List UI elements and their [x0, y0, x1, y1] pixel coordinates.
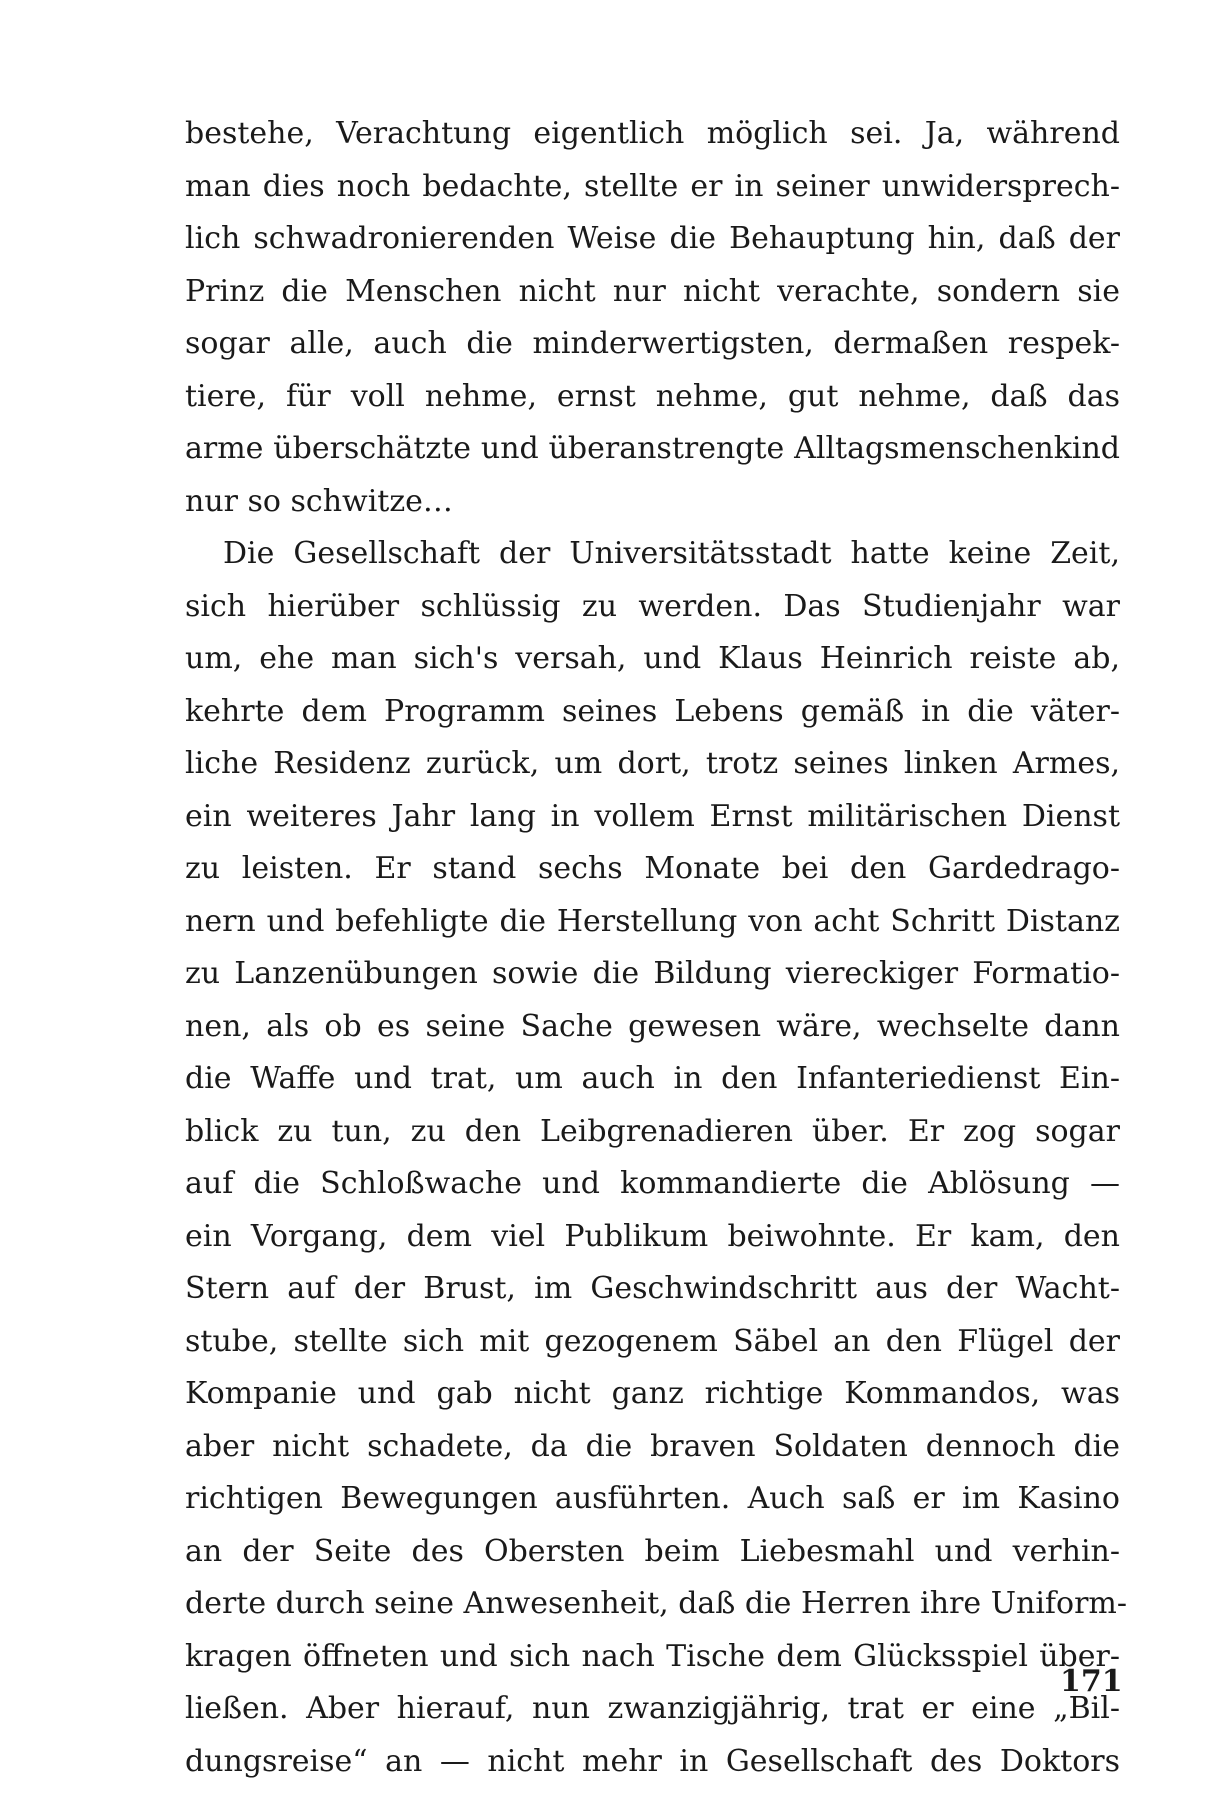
text-line: aber nicht schadete, da die braven Soldaten dennoch die [185, 1428, 1120, 1464]
text-line: Prinz die Menschen nicht nur nicht verachte, sondern sie [185, 273, 1120, 309]
text-line: man dies noch bedachte, stellte er in seiner unwidersprech- [185, 168, 1120, 204]
text-line: bestehe, Verachtung eigentlich möglich sei. Ja, während [185, 116, 1120, 151]
text-line: sogar alle, auch die minderwertigsten, dermaßen respek- [185, 326, 1120, 361]
text-line: Kompanie und gab nicht ganz richtige Kommandos, was [185, 1376, 1120, 1411]
text-line: liche Residenz zurück, um dort, trotz seines linken Armes, [185, 746, 1120, 781]
text-line: blick zu tun, zu den Leibgrenadieren über. Er zog sogar [185, 1113, 1120, 1149]
text-line: kehrte dem Programm seines Lebens gemäß in die väter- [185, 693, 1120, 729]
text-line: Stern auf der Brust, im Geschwindschritt aus der Wacht- [185, 1271, 1120, 1306]
text-line: ein weiteres Jahr lang in vollem Ernst militärischen Dienst [185, 798, 1120, 834]
text-line: dungsreise“ an — nicht mehr in Gesellschaft des Doktors [185, 1743, 1120, 1779]
text-line: Die Gesellschaft der Universitätsstadt hatte keine Zeit, [223, 536, 1120, 571]
text-line: richtigen Bewegungen ausführten. Auch saß er im Kasino [185, 1481, 1120, 1516]
text-line: ein Vorgang, dem viel Publikum beiwohnte. Er kam, den [185, 1218, 1120, 1254]
page-number: 171 [1060, 1664, 1123, 1699]
text-line: tiere, für voll nehme, ernst nehme, gut nehme, daß das [185, 378, 1120, 414]
text-line: derte durch seine Anwesenheit, daß die Herren ihre Uniform- [185, 1586, 1128, 1621]
text-line: ließen. Aber hierauf, nun zwanzigjährig, trat er eine „Bil- [185, 1691, 1120, 1726]
text-line: nen, als ob es seine Sache gewesen wäre, wechselte dann [185, 1008, 1120, 1044]
text-line: kragen öffneten und sich nach Tische dem Glücksspiel über- [185, 1638, 1120, 1674]
text-line: zu Lanzenübungen sowie die Bildung viereckiger Formatio- [185, 956, 1120, 991]
text-line: lich schwadronierenden Weise die Behauptung hin, daß der [185, 221, 1120, 256]
text-line: nern und befehligte die Herstellung von acht Schritt Distanz [185, 903, 1120, 939]
text-line: arme überschätzte und überanstrengte Alltagsmenschenkind [185, 431, 1120, 466]
text-line: um, ehe man sich's versah, und Klaus Heinrich reiste ab, [185, 641, 1120, 676]
paragraph-2 [185, 528, 1128, 1788]
body-text [185, 108, 1128, 1788]
text-line: sich hierüber schlüssig zu werden. Das Studienjahr war [185, 588, 1120, 624]
text-line: zu leisten. Er stand sechs Monate bei den Gardedrago- [185, 851, 1120, 886]
text-line: nur so schwitze… [185, 483, 453, 519]
text-line: an der Seite des Obersten beim Liebesmahl und verhin- [185, 1533, 1120, 1569]
paragraph-1 [185, 108, 1120, 528]
text-line: stube, stellte sich mit gezogenem Säbel an den Flügel der [185, 1323, 1120, 1359]
text-line: die Waffe und trat, um auch in den Infanteriedienst Ein- [185, 1061, 1120, 1096]
text-line: auf die Schloßwache und kommandierte die Ablösung — [185, 1166, 1120, 1201]
